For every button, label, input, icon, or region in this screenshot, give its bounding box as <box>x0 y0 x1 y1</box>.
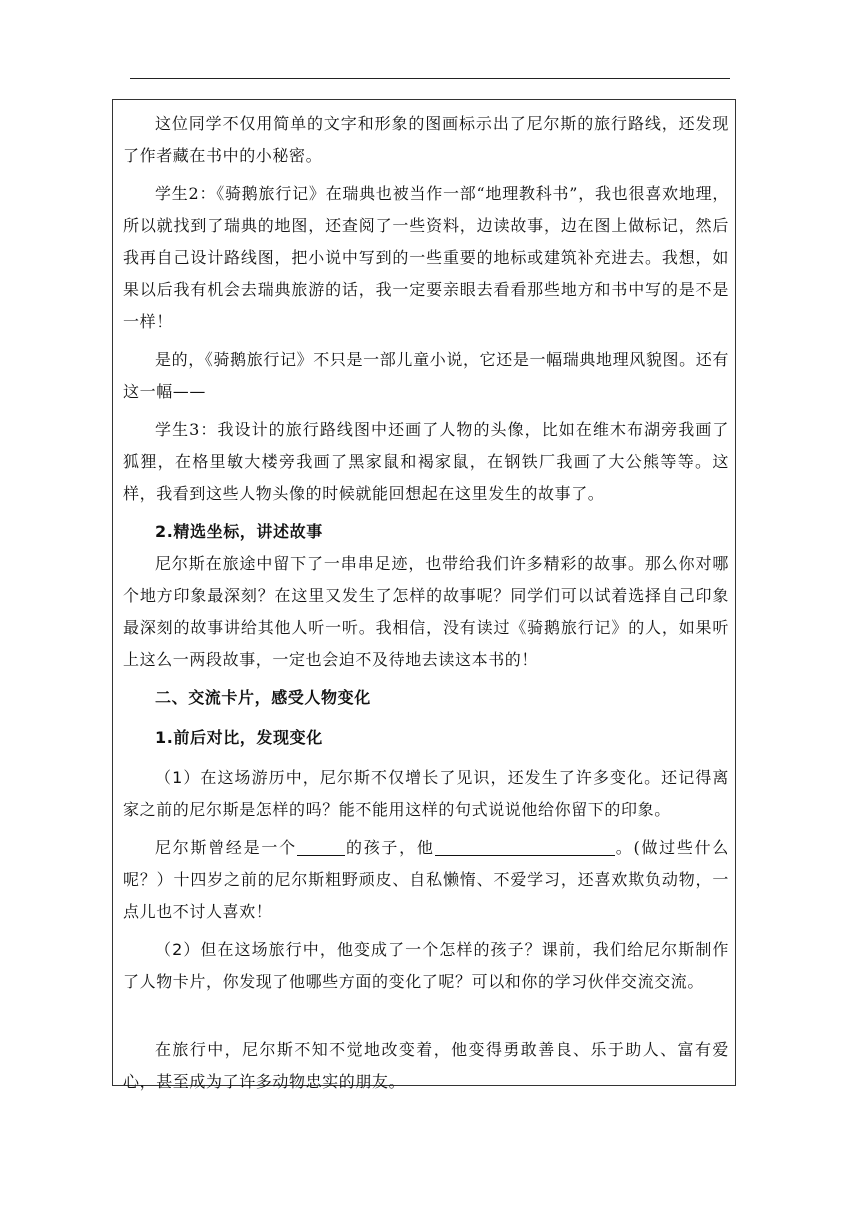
paragraph: 这位同学不仅用简单的文字和形象的图画标示出了尼尔斯的旅行路线，还发现了作者藏在书中的小秘密。 <box>123 114 729 165</box>
lesson-content <box>123 108 729 1098</box>
section-heading: 二、交流卡片，感受人物变化 <box>155 688 371 707</box>
paragraph: 在旅行中，尼尔斯不知不觉地改变着，他变得勇敢善良、乐于助人、富有爱心，甚至成为了许多动物忠实的朋友。 <box>123 1040 729 1091</box>
paragraph: 是的，《骑鹅旅行记》不只是一部儿童小说，它还是一幅瑞典地理风貌图。还有这一幅—— <box>123 350 729 401</box>
fill-in-blank <box>297 837 345 856</box>
paragraph: （1）在这场游历中，尼尔斯不仅增长了见识，还发生了许多变化。还记得离家之前的尼尔斯是怎样的吗？能不能用这样的句式说说他给你留下的印象。 <box>123 768 729 819</box>
paragraph: 学生2：《骑鹅旅行记》在瑞典也被当作一部“地理教科书”，我也很喜欢地理，所以就找到了瑞典的地图，还查阅了一些资料，边读故事，边在图上做标记，然后我再自己设计路线图，把小说中写到的一些重要的地标或建筑补充进去。我想，如果以后我有机会去瑞典旅游的话，我一定要亲眼去看看那些地方和书中写的是不是一样！ <box>123 184 729 331</box>
fill-in-paragraph <box>123 832 729 928</box>
paragraph: （2）但在这场旅行中，他变成了一个怎样的孩子？课前，我们给尼尔斯制作了人物卡片，你发现了他哪些方面的变化了呢？可以和你的学习伙伴交流交流。 <box>123 940 729 991</box>
fill-in-text: 。(做过些什么呢？）十四岁之前的尼尔斯粗野顽皮、自私懒惰、不爱学习，还喜欢欺负动物，一点儿也不讨人喜欢！ <box>123 838 729 921</box>
paragraph: 学生3：我设计的旅行路线图中还画了人物的头像，比如在维木布湖旁我画了狐狸，在格里敏大楼旁我画了黑家鼠和褐家鼠，在钢铁厂我画了大公熊等等。这样，我看到这些人物头像的时候就能回想起在这里发生的故事了。 <box>123 420 729 503</box>
header-rule <box>130 78 730 79</box>
fill-in-blank <box>435 837 615 856</box>
paragraph: 尼尔斯在旅途中留下了一串串足迹，也带给我们许多精彩的故事。那么你对哪个地方印象最深刻？在这里又发生了怎样的故事呢？同学们可以试着选择自己印象最深刻的故事讲给其他人听一听。我相信，没有读过《骑鹅旅行记》的人，如果听上这么一两段故事，一定也会迫不及待地去读这本书的！ <box>123 554 729 669</box>
section-heading: 2.精选坐标，讲述故事 <box>155 522 323 541</box>
fill-in-text: 尼尔斯曾经是一个 <box>155 838 297 857</box>
fill-in-text: 的孩子，他 <box>344 838 435 857</box>
section-heading: 1.前后对比，发现变化 <box>155 728 323 747</box>
